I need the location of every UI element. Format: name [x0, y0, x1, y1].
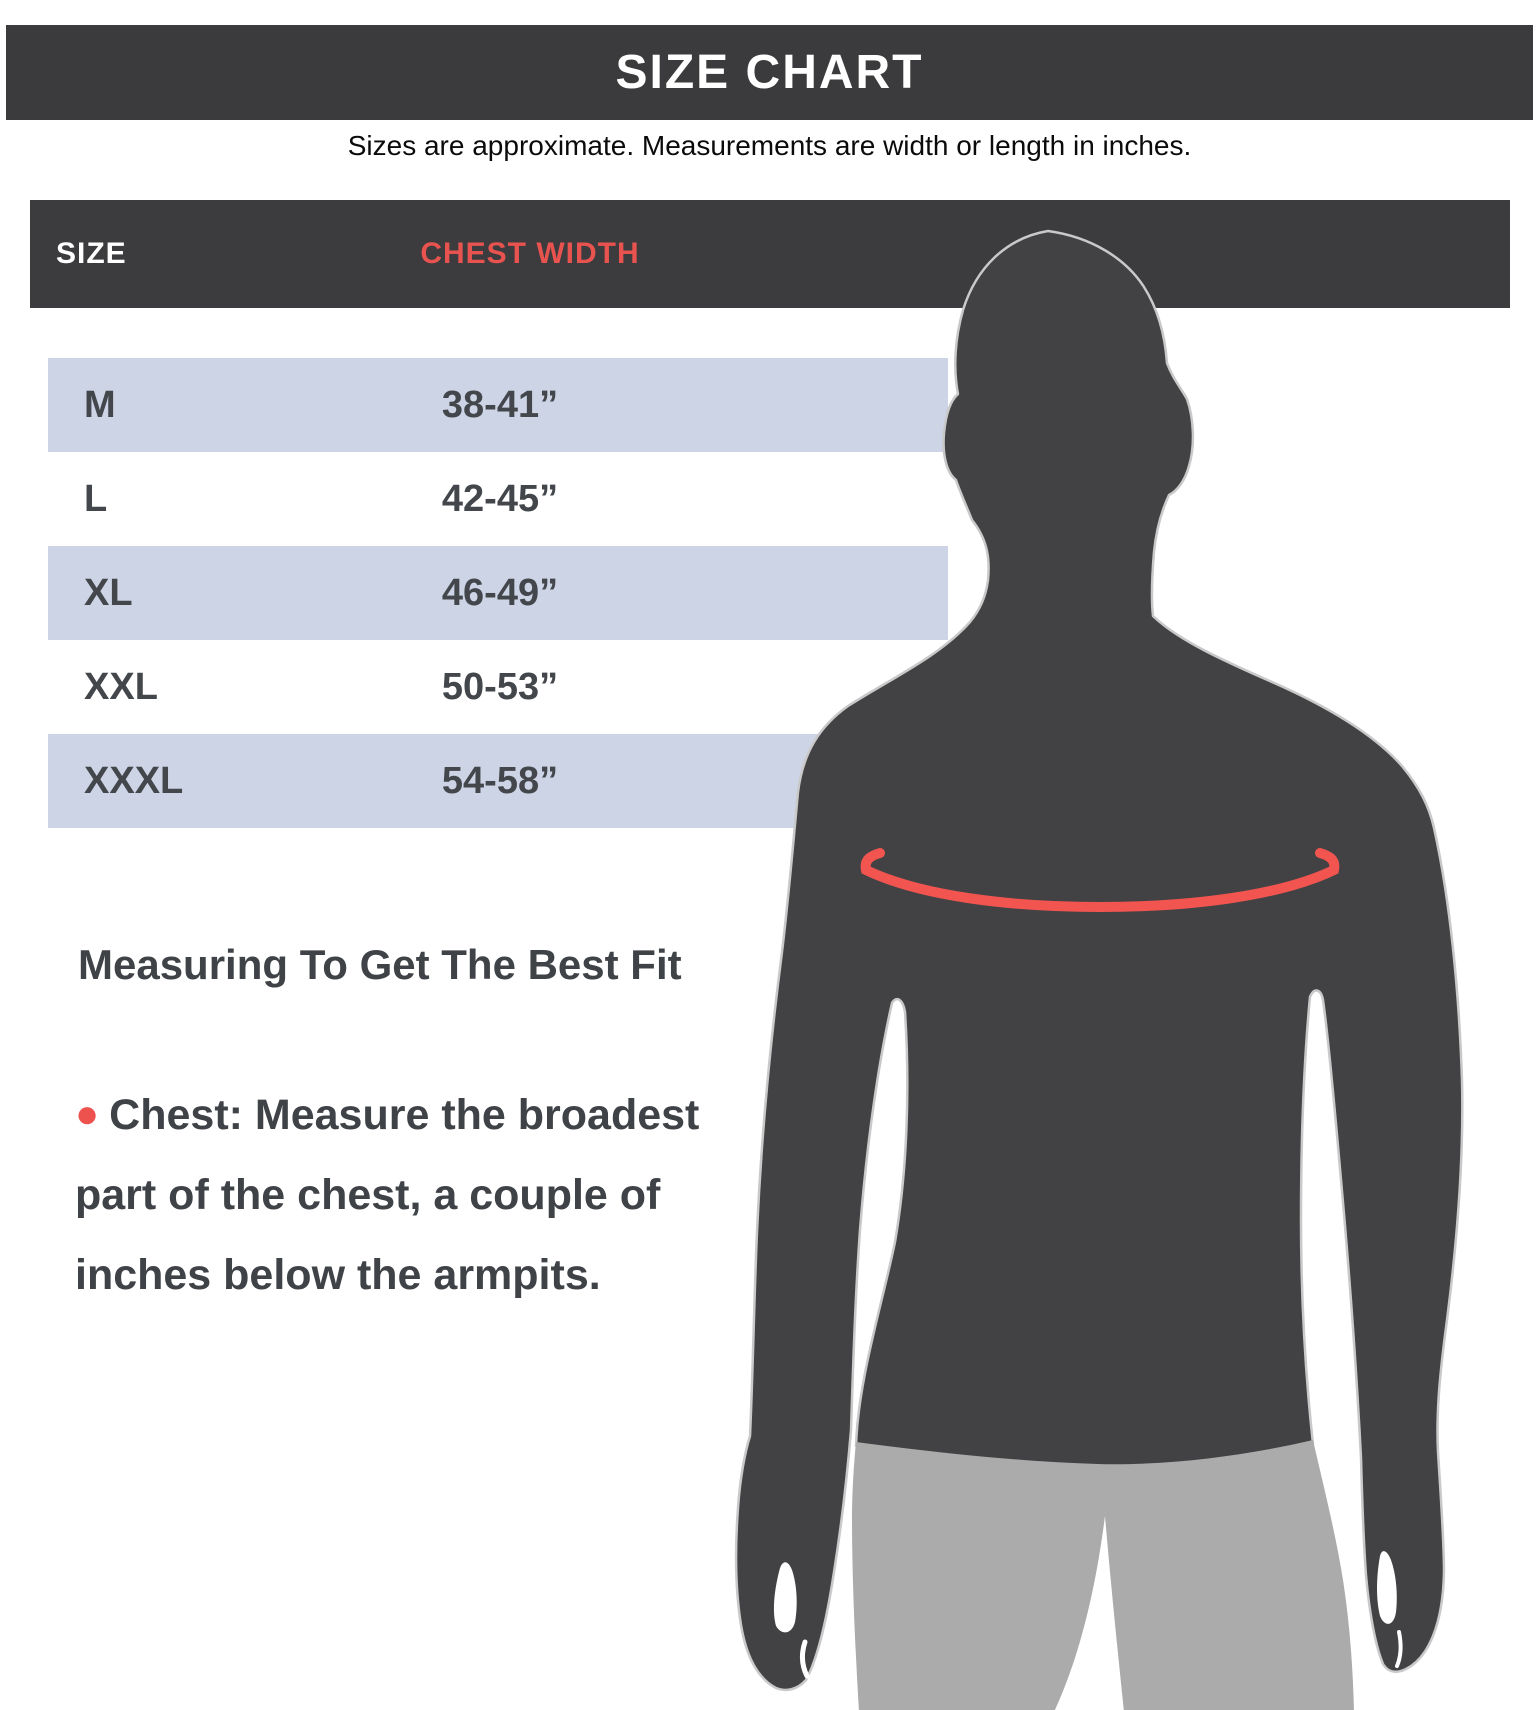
chest-cell: 38-41”: [441, 383, 559, 426]
column-header-size: SIZE: [56, 237, 127, 270]
chest-cell: 54-58”: [441, 759, 559, 802]
size-cell: M: [84, 383, 116, 426]
column-header-chest-width: CHEST WIDTH: [420, 237, 640, 270]
bullet-dot-icon: ●: [75, 1092, 100, 1136]
size-cell: XXL: [84, 665, 158, 708]
size-cell: XXXL: [84, 759, 184, 802]
silhouette-pants: [852, 1440, 1354, 1710]
size-cell: XL: [84, 571, 133, 614]
chest-cell: 50-53”: [441, 665, 559, 708]
measuring-bullet-text: Chest: Measure the broadest part of the chest, a couple of inches below the armpits.: [75, 1091, 700, 1299]
page-title: SIZE CHART: [615, 46, 924, 99]
subtitle-text: Sizes are approximate. Measurements are width or length in inches.: [347, 130, 1192, 161]
size-cell: L: [84, 477, 108, 520]
chest-cell: 46-49”: [441, 571, 559, 614]
measuring-instructions: [75, 1074, 765, 1315]
chest-cell: 42-45”: [441, 477, 559, 520]
measuring-heading: Measuring To Get The Best Fit: [78, 941, 682, 988]
